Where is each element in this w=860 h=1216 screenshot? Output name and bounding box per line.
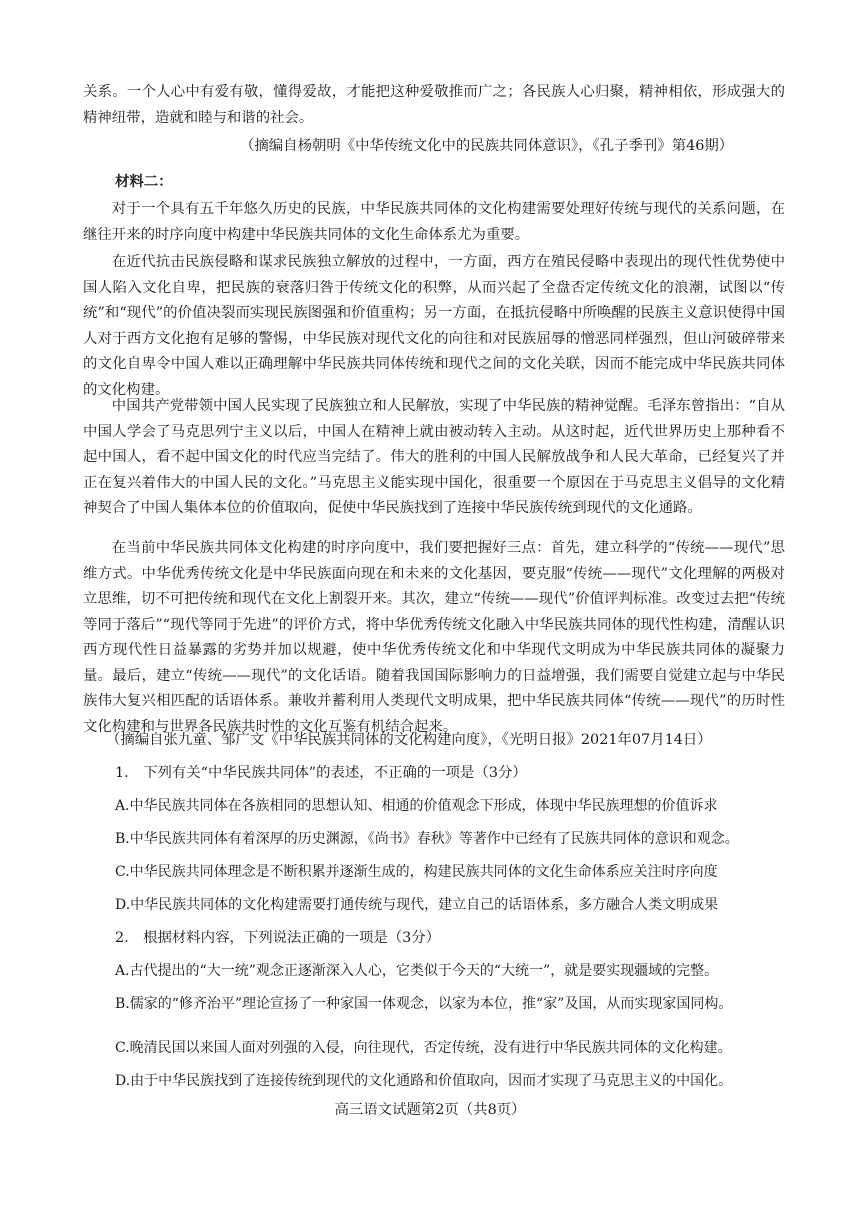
question-2-option-a: A.古代提出的“大一统”观念正逐渐深入人心，它类似于今天的“大统一”，就是要实现疆域的完整。 [115,963,719,979]
question-1-option-d: D.中华民族共同体的文化构建需要打通传统与现代，建立自己的话语体系，多方融合人类文明成果 [115,897,719,913]
question-2-option-d: D.由于中华民族找到了连接传统到现代的文化通路和价值取向，因而才实现了马克思主义的中国化。 [115,1073,733,1089]
paragraph-continuation: 关系。一个人心中有爱有敬，懂得爱故，才能把这种爱敬推而广之；各民族人心归聚，精神相依，形成强大的精神纽带，造就和睦与和谐的社会。 [83,84,785,126]
question-2: 2. 根据材料内容，下列说法正确的一项是（3分） [115,930,441,946]
paragraph-4: 在当前中华民族共同体文化构建的时序向度中，我们要把握好三点：首先，建立科学的“传统——现代”思维方式。中华优秀传统文化是中华民族面向现在和未来的文化基因，要克服“传统——现代”文化理解的两极对立思维，切不可把传统和现代在文化上割裂开来。其次，建立“传统——现代”价值评判标准。改变过去把“传统等同于落后”“现代等同于先进”的评价方式，将中华优秀传统文化融入中华民族共同体的现代性构建，清醒认识西方现代性日益暴露的劣势并加以规避，使中华优秀传统文化和中华现代文明成为中华民族共同体的凝聚力量。最后，建立“传统——现代”的文化话语。随着我国国际影响力的日益增强，我们需要自觉建立起与中华民族伟大复兴相匹配的话语体系。兼收并蓄利用人类现代文明成果，把中华民族共同体“传统——现代”的历时性文化构建和与世界各民族共时性的文化互鉴有机结合起来。 [83,540,785,735]
paragraph-1: 对于一个具有五千年悠久历史的民族，中华民族共同体的文化构建需要处理好传统与现代的关系问题，在继往开来的时序向度中构建中华民族共同体的文化生命体系尤为重要。 [83,201,785,243]
source-citation-1: （摘编自杨朝明《中华传统文化中的民族共同体意识》，《孔子季刊》第46期） [240,138,734,154]
question-1-option-a: A.中华民族共同体在各族相同的思想认知、相通的价值观念下形成，体现中华民族理想的价值诉求 [115,798,718,814]
question-2-option-b: B.儒家的“修齐治平”理论宣扬了一种家国一体观念，以家为本位，推“家”及国，从而实现家国同构。 [115,996,733,1012]
page-footer: 高三语文试题第2页（共8页） [334,1102,526,1118]
paragraph-3: 中国共产党带领中国人民实现了民族独立和人民解放，实现了中华民族的精神觉醒。毛泽东曾指出：“自从中国人学会了马克思列宁主义以后，中国人在精神上就由被动转入主动。从这时起，近代世界历史上那种看不起中国人，看不起中国文化的时代应当完结了。伟大的胜利的中国人民解放战争和人民大革命，已经复兴了并正在复兴着伟大的中国人民的文化。”马克思主义能实现中国化，很重要一个原因在于马克思主义倡导的文化精神契合了中国人集体本位的价值取向，促使中华民族找到了连接中华民族传统到现代的文化通路。 [83,398,785,516]
question-1-option-c: C.中华民族共同体理念是不断积累并逐渐生成的，构建民族共同体的文化生命体系应关注时序向度 [115,864,718,880]
question-1: 1. 下列有关“中华民族共同体”的表述，不正确的一项是（3分） [115,765,527,781]
question-2-option-c: C.晚清民国以来国人面对列强的入侵，向往现代，否定传统，没有进行中华民族共同体的文化构建。 [115,1040,732,1056]
paragraph-2: 在近代抗击民族侵略和谋求民族独立解放的过程中，一方面，西方在殖民侵略中表现出的现代性优势使中国人陷入文化自卑，把民族的衰落归咎于传统文化的积弊，从而兴起了全盘否定传统文化的浪潮，试图以“传统”和“现代”的价值决裂而实现民族图强和价值重构；另一方面，在抵抗侵略中所唤醒的民族主义意识使得中国人对于西方文化抱有足够的警惕，中华民族对现代文化的向往和对民族屈辱的憎恶同样强烈，但山河破碎带来的文化自卑令中国人难以正确理解中华民族共同体传统和现代之间的文化关联，因而不能完成中华民族共同体的文化构建。 [83,254,785,398]
source-citation-2: （摘编自张九童、邹广文《中华民族共同体的文化构建向度》，《光明日报》2021年07月14日） [106,732,712,748]
material-two-heading: 材料二： [115,173,173,190]
question-1-option-b: B.中华民族共同体有着深厚的历史渊源，《尚书》春秋》等著作中已经有了民族共同体的意识和观念。 [115,831,739,847]
